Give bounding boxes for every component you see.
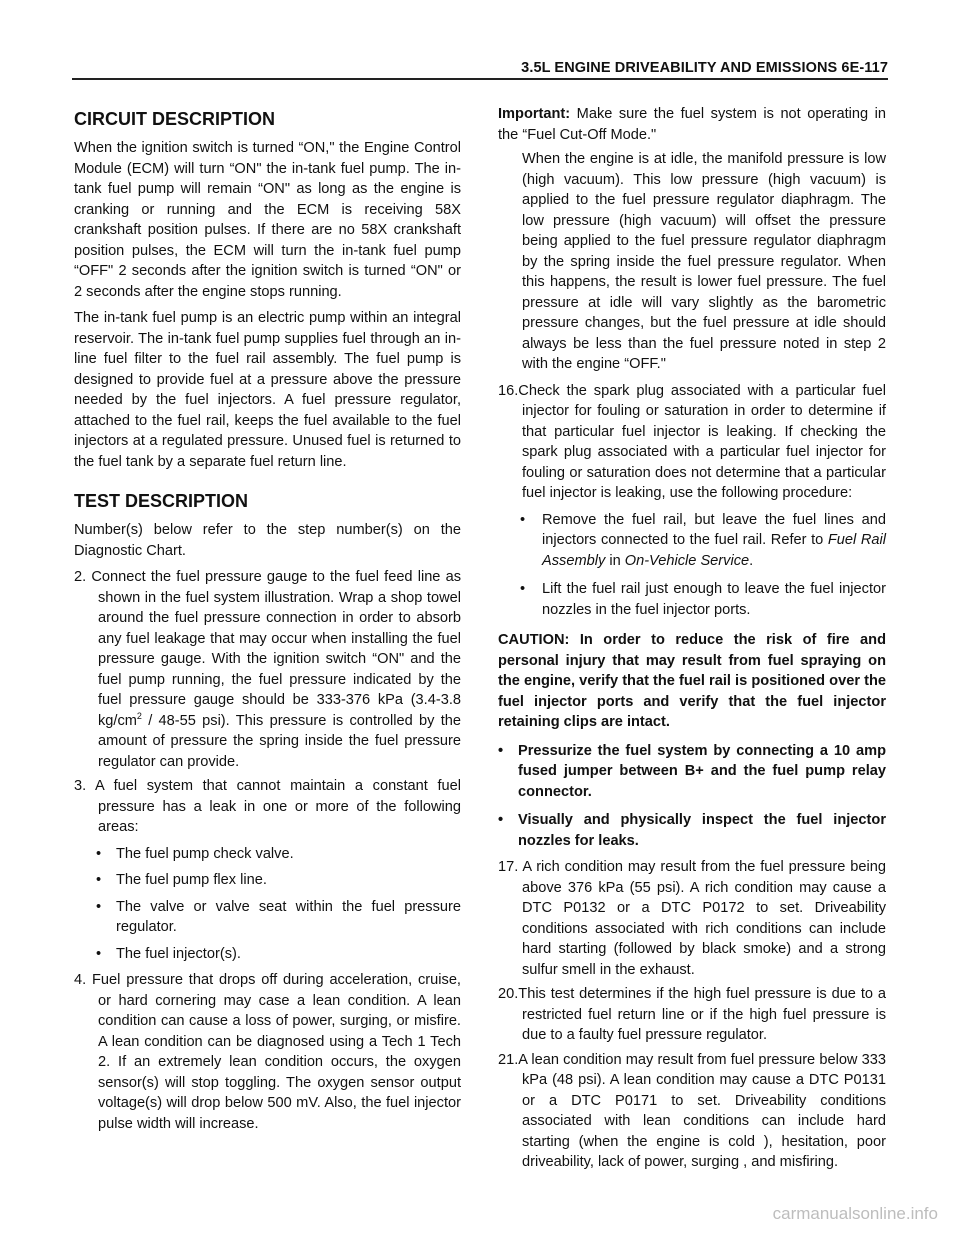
step-3-item (74, 897, 461, 938)
fuel-rail-assembly-ref: Fuel Rail Assembly (542, 532, 886, 569)
step-2-superscript: 2 (136, 710, 142, 721)
bullet-icon: • (96, 845, 102, 862)
important-text: Make sure the fuel system is not operating in the “Fuel Cut-Off Mode." (498, 106, 886, 143)
step-2-text-b: / 48-55 psi). This pressure is controlled by the amount of pressure the spring inside the fuel pressure regulator can provide. (98, 712, 461, 770)
step-21: 21.A lean condition may result from fuel pressure below 333 kPa (48 psi). A lean condition may cause a DTC P0131 or a DTC P0171 to set. Driveability conditions associated with lean conditions can include hard starting (when the engine is cold ), hesitation, poor driveability, lack of power, surging , and misfiring. (498, 1051, 886, 1170)
bullet-icon: • (96, 872, 102, 888)
step-3-item (74, 844, 461, 865)
bullet-icon: • (498, 742, 504, 759)
step-16-item-text-mid: in (605, 552, 625, 569)
bullet-icon: • (96, 945, 102, 962)
page-header (72, 56, 888, 80)
bullet-icon: • (96, 898, 102, 915)
step-16: 16.Check the spark plug associated with a particular fuel injector for fouling or saturation in order to determine if that particular fuel injector is leaking. If checking the spark plug associated with a particular fuel injector for fouling or saturation does not determine that a particular fuel injector is leaking, use the following procedure: (498, 382, 886, 501)
watermark: carmanualsonline.info (772, 1204, 938, 1223)
step-3-item-text: The valve or valve seat within the fuel pressure regulator. (116, 898, 461, 935)
step-17: 17. A rich condition may result from the fuel pressure being above 376 kPa (55 psi). A rich condition may cause a DTC P0132 or a DTC P0172 to set. Driveability conditions associated with rich conditions can include hard starting (followed by black smoke) and a strong sulfur smell in the exhaust. (498, 859, 886, 978)
bullet-icon: • (520, 511, 526, 528)
step-16-item (498, 579, 886, 620)
step-3: 3. A fuel system that cannot maintain a constant fuel pressure has a leak in one or more of the following areas: (74, 778, 461, 835)
bold-bullet-item (498, 741, 886, 803)
circuit-description-heading: CIRCUIT DESCRIPTION (74, 109, 276, 129)
step-16-item-text-pre: Remove the fuel rail, but leave the fuel lines and injectors connected to the fuel rail. Refer to (542, 511, 886, 548)
step-3-item (74, 944, 461, 965)
bold-bullet-item (498, 810, 886, 851)
step-20: 20.This test determines if the high fuel pressure is due to a restricted fuel return line or if the high fuel pressure is due to a faulty fuel pressure regulator. (498, 986, 886, 1043)
step-3-item (74, 870, 461, 891)
important-label: Important: (498, 106, 571, 122)
step-4: 4. Fuel pressure that drops off during acceleration, cruise, or hard cornering may case a lean condition. A lean condition can cause a loss of power, surging, or misfire. A lean condition can be diagnosed using a Tech 1 Tech 2. If an extremely lean condition occurs, the oxygen sensor(s) will stop toggling. The oxygen sensor output voltage(s) will drop below 500 mV. Also, the fuel injector pulse width will increase. (74, 972, 461, 1132)
on-vehicle-service-ref: On-Vehicle Service (624, 552, 750, 569)
bullet-icon: • (520, 581, 526, 597)
step-16-item-text-end: . (749, 552, 754, 569)
left-column (74, 104, 461, 1138)
circuit-paragraph-1: When the ignition switch is turned “ON," the Engine Control Module (ECM) will turn “ON" the in-tank fuel pump. The in-tank fuel pump will remain “ON" as long as the engine is cranking or running and the ECM is receiving 58X crankshaft position pulses. If there are no 58X crankshaft position pulses, the ECM will turn the in-tank fuel pump “OFF" 2 seconds after the ignition switch is turned “ON" or 2 seconds after the engine stops running. (74, 140, 461, 300)
right-column (498, 104, 886, 1177)
page-title: 3.5L ENGINE DRIVEABILITY AND EMISSIONS 6E-117 (521, 60, 888, 76)
step-16-item (498, 510, 886, 572)
bold-bullet-text: Pressurize the fuel system by connecting a 10 amp fused jumper between B+ and the fuel pump relay connector. (518, 742, 886, 800)
idle-paragraph: When the engine is at idle, the manifold pressure is low (high vacuum). This low pressure (high vacuum) is applied to the fuel pressure regulator diaphragm. The low pressure (high vacuum) will offset the pressure being applied to the fuel pressure regulator diaphragm by the spring inside the fuel pressure regulator. When this happens, the result is lower fuel pressure. The fuel pressure at idle will vary slightly as the barometric pressure changes, but the fuel pressure at idle should always be less than the fuel pressure noted in step 2 with the engine “OFF." (522, 151, 886, 372)
step-2 (74, 567, 461, 772)
bold-bullet-text: Visually and physically inspect the fuel injector nozzles for leaks. (518, 812, 886, 849)
step-2-text-a: 2. Connect the fuel pressure gauge to the fuel feed line as shown in the fuel system illustration. Wrap a shop towel around the fuel pressure connection in order to absorb any fuel leakage that may occur when installing the fuel pressure gauge. With the ignition switch “ON" and the fuel pump running, the fuel pressure indicated by the fuel pressure gauge should be 333-376 kPa (3.4-3.8 kg/cm (74, 569, 461, 729)
test-description-heading: TEST DESCRIPTION (74, 491, 249, 511)
step-3-item-text: The fuel injector(s). (116, 945, 241, 962)
step-3-item-text: The fuel pump flex line. (116, 872, 267, 888)
important-note (498, 104, 886, 145)
step-3-item-text: The fuel pump check valve. (116, 845, 294, 862)
test-intro: Number(s) below refer to the step number(s) on the Diagnostic Chart. (74, 522, 461, 559)
step-16-item-text: Lift the fuel rail just enough to leave the fuel injector nozzles in the fuel injector ports. (542, 581, 886, 618)
bullet-icon: • (498, 812, 504, 828)
circuit-paragraph-2: The in-tank fuel pump is an electric pump within an integral reservoir. The in-tank fuel pump supplies fuel through an in-line fuel filter to the fuel rail assembly. The fuel pump is designed to provide fuel at a pressure above the pressure needed by the fuel injectors. A fuel pressure regulator, attached to the fuel rail, keeps the fuel available to the fuel injectors at a regulated pressure. Unused fuel is returned to the fuel tank by a separate fuel return line. (74, 310, 461, 470)
caution-note: CAUTION: In order to reduce the risk of fire and personal injury that may result from fuel spraying on the engine, verify that the fuel rail is positioned over the fuel injector ports and verify that the fuel injector retaining clips are intact. (498, 632, 886, 730)
